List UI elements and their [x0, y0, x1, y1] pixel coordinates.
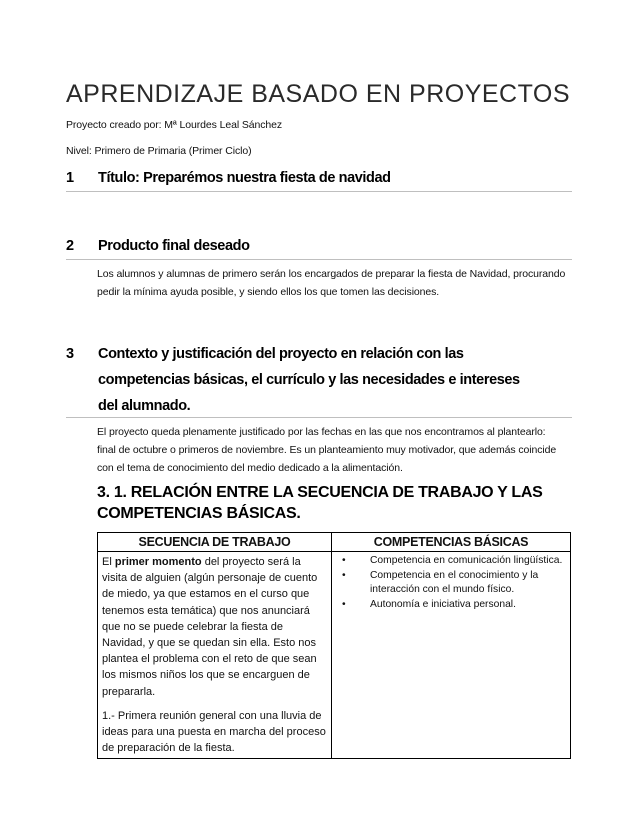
emphasis-text: primer momento [114, 556, 202, 568]
section-number: 1 [66, 170, 74, 186]
sequence-competencies-table [97, 532, 571, 759]
section-title: Producto final deseado [98, 238, 250, 254]
section-divider [66, 191, 572, 192]
table-header-sequence: SECUENCIA DE TRABAJO [98, 533, 332, 552]
section-1-heading [66, 170, 391, 186]
list-item [336, 598, 566, 612]
sequence-paragraph-1 [102, 554, 327, 700]
section-3-body: El proyecto queda plenamente justificado por las fechas en las que nos encontramos al plantearlo: final de octubre o primeros de noviembre. Es un planteamiento muy motivador, que además coincide con el tema de conocimiento del medio dedicado a la alimentación. [97, 426, 557, 474]
bullet-icon: • [342, 555, 346, 566]
subsection-heading-line-1: 3. 1. RELACIÓN ENTRE LA SECUENCIA DE TRABAJO Y LAS [97, 484, 543, 501]
bullet-icon: • [342, 570, 346, 581]
section-divider [66, 417, 572, 418]
section-number: 2 [66, 238, 74, 254]
text-run: del proyecto será la visita de alguien (algún personaje de cuento de miedo, ya que estamos en el curso que tenemos esta temática) que nos anunciará que no se puede celebrar la fiesta de Navidad, y que se quedan sin ella. Esto nos plantea el problema con el reto de que sean los mismos niños los que se encarguen de prepararla. [102, 556, 318, 698]
table-row [98, 552, 571, 759]
list-item [336, 569, 566, 597]
list-item-text: Competencia en comunicación lingüística. [370, 555, 563, 566]
section-title-line: Contexto y justificación del proyecto en relación con las [98, 346, 464, 362]
subsection-heading-line-2: COMPETENCIAS BÁSICAS. [97, 505, 301, 522]
competencies-cell [332, 552, 571, 759]
sequence-cell [98, 552, 332, 759]
list-item [336, 554, 566, 568]
section-divider [66, 259, 572, 260]
author-line: Proyecto creado por: Mª Lourdes Leal Sánchez [66, 119, 283, 131]
section-number: 3 [66, 346, 74, 362]
competencies-list [336, 554, 566, 612]
document-title: APRENDIZAJE BASADO EN PROYECTOS [66, 80, 571, 108]
section-3-heading-line-3: del alumnado. [98, 398, 191, 414]
sequence-paragraph-2: 1.- Primera reunión general con una lluvia de ideas para una puesta en marcha del proceso de preparación de la fiesta. [102, 709, 326, 755]
list-item-text: Competencia en el conocimiento y la interacción con el mundo físico. [370, 570, 539, 595]
section-2-heading [66, 238, 250, 254]
section-3-heading [66, 346, 464, 362]
section-3-heading-line-2: competencias básicas, el currículo y las necesidades e intereses [98, 372, 520, 388]
table-header-row [98, 533, 571, 552]
section-title: Título: Preparémos nuestra fiesta de navidad [98, 170, 391, 186]
list-item-text: Autonomía e iniciativa personal. [370, 599, 516, 610]
level-line: Nivel: Primero de Primaria (Primer Ciclo) [66, 145, 252, 157]
table-header-competencies: COMPETENCIAS BÁSICAS [332, 533, 571, 552]
text-run: El [102, 556, 115, 568]
bullet-icon: • [342, 599, 346, 610]
section-2-body: Los alumnos y alumnas de primero serán los encargados de preparar la fiesta de Navidad, procurando pedir la mínima ayuda posible, y siendo ellos los que tomen las decisiones. [97, 268, 566, 298]
